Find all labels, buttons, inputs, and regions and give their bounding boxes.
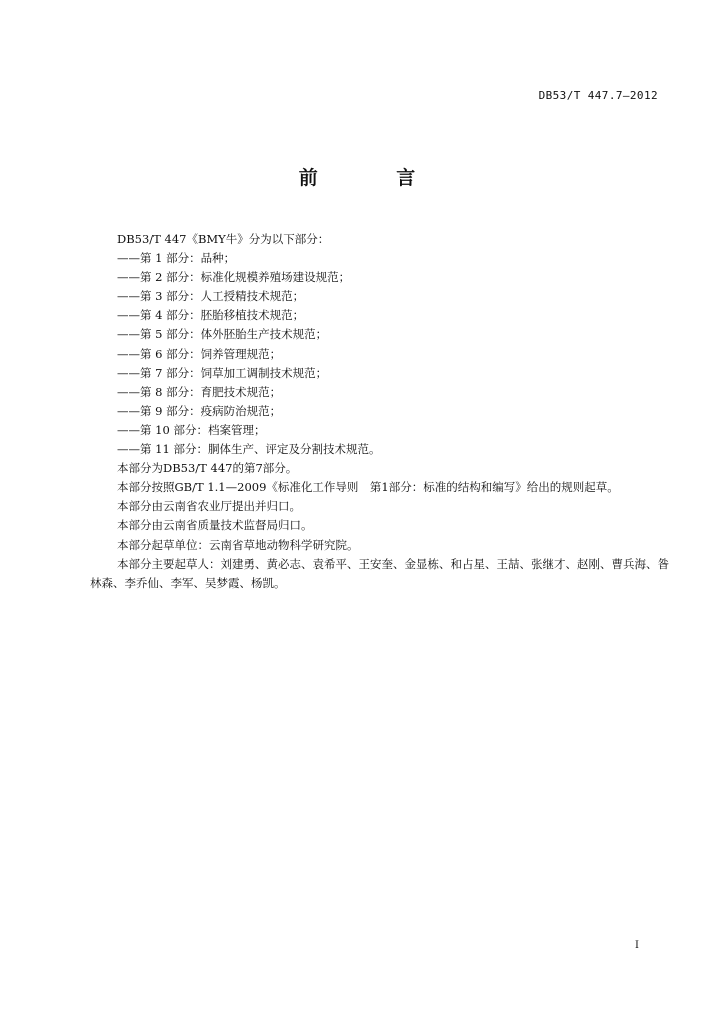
page-number: I [635, 940, 639, 951]
statement-line: 本部分由云南省农业厅提出并归口。 [117, 499, 301, 514]
part-item: ——第 5 部分：体外胚胎生产技术规范； [117, 327, 328, 342]
statement-line: 本部分按照GB/T 1.1—2009《标准化工作导则 第1部分：标准的结构和编写》给出的规则起草。 [117, 480, 619, 495]
statement-line: 本部分为DB53/T 447的第7部分。 [117, 461, 298, 476]
part-item: ——第 2 部分：标准化规模养殖场建设规范； [117, 270, 351, 285]
part-item: ——第 3 部分：人工授精技术规范； [117, 289, 305, 304]
document-code: DB53/T 447.7—2012 [538, 89, 658, 102]
part-item: ——第 9 部分：疫病防治规范； [117, 403, 282, 418]
part-item: ——第 4 部分：胚胎移植技术规范； [117, 308, 305, 323]
page-title: 前 言 [298, 167, 452, 189]
part-item: ——第 11 部分：胴体生产、评定及分割技术规范。 [117, 442, 381, 457]
part-item: ——第 7 部分：饲草加工调制技术规范； [117, 365, 328, 380]
statement-line: 本部分由云南省质量技术监督局归口。 [117, 518, 313, 533]
part-item: ——第 6 部分：饲养管理规范； [117, 346, 282, 361]
intro-line: DB53/T 447《BMY牛》分为以下部分： [117, 232, 330, 246]
statement-line: 本部分起草单位：云南省草地动物科学研究院。 [117, 537, 359, 552]
part-item: ——第 10 部分：档案管理； [117, 422, 266, 437]
part-item: ——第 1 部分：品种； [117, 251, 236, 266]
drafters-paragraph: 本部分主要起草人：刘建勇、黄必志、袁希平、王安奎、金显栋、和占星、王喆、张继才、赵刚、曹兵海、昝林森、李乔仙、李军、吴梦霞、杨凯。 [90, 556, 669, 590]
document-body [90, 230, 670, 593]
part-item: ——第 8 部分：育肥技术规范； [117, 384, 282, 399]
